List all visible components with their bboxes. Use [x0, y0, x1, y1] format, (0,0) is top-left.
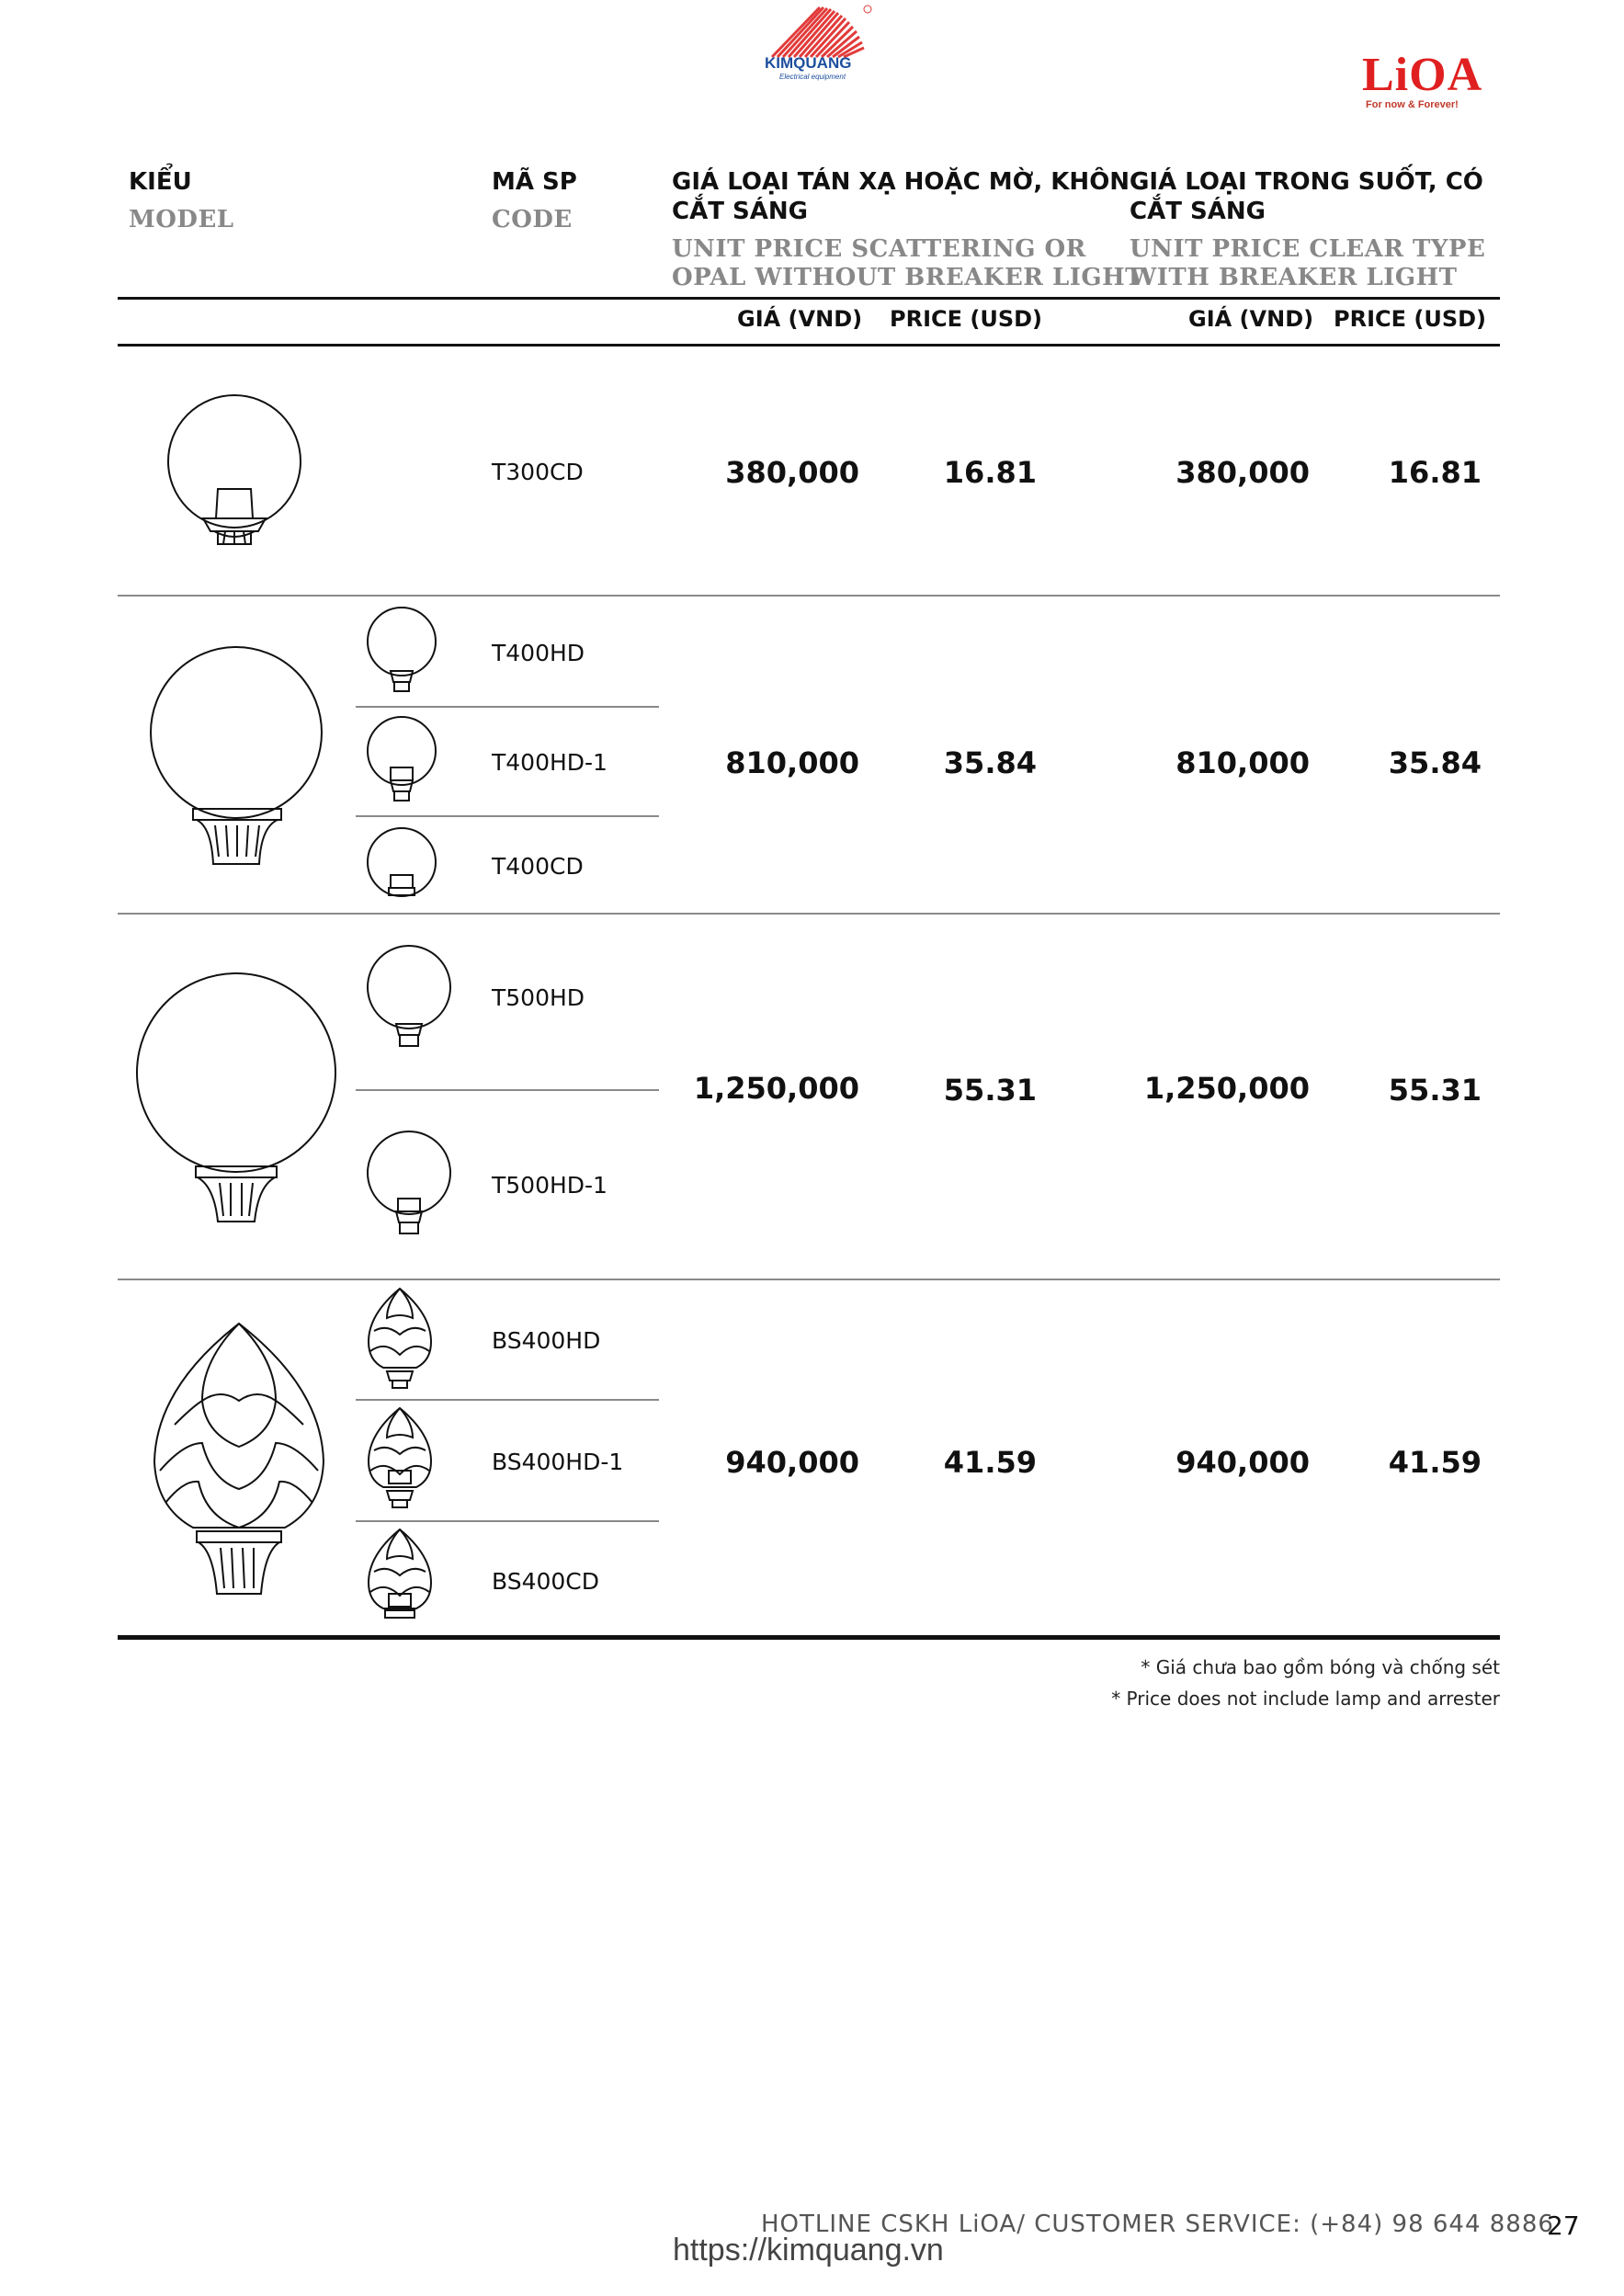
price-clear-vnd: 380,000	[1175, 455, 1310, 490]
lotus-lamp-bs400hd1-icon	[365, 1406, 435, 1511]
subrow-separator	[356, 1520, 659, 1522]
subrow-separator	[356, 1089, 659, 1091]
product-code: T500HD	[492, 984, 585, 1011]
price-clear-usd: 41.59	[1388, 1445, 1482, 1480]
lotus-lamp-bs400cd-icon	[365, 1528, 435, 1627]
row-separator	[118, 1279, 1500, 1280]
subheader-clear-usd: PRICE (USD)	[1334, 306, 1486, 332]
table-bottom-rule	[118, 1635, 1500, 1640]
globe-lamp-t400hd-icon	[365, 605, 438, 697]
header-opal-en-1: UNIT PRICE SCATTERING OR	[672, 235, 1086, 263]
product-code: T400HD-1	[492, 749, 608, 776]
product-code: BS400CD	[492, 1568, 600, 1595]
subrow-separator	[356, 706, 659, 708]
page-number: 27	[1547, 2211, 1580, 2241]
price-opal-vnd: 940,000	[725, 1445, 859, 1480]
header-opal-vi-1: GIÁ LOẠI TÁN XẠ HOẶC MỜ, KHÔNG	[672, 168, 1150, 196]
lioa-tagline: For now & Forever!	[1366, 99, 1459, 110]
subrow-separator	[356, 1399, 659, 1401]
globe-lamp-t400cd-icon	[365, 824, 438, 906]
product-code: T500HD-1	[492, 1172, 608, 1199]
price-opal-usd: 16.81	[943, 455, 1037, 490]
note-vi: * Giá chưa bao gồm bóng và chống sét	[1141, 1656, 1500, 1678]
header-clear-en-2: WITH BREAKER LIGHT	[1130, 264, 1458, 291]
lotus-lamp-bs400hd-icon	[365, 1287, 435, 1392]
product-code: T400HD	[492, 640, 585, 666]
price-opal-vnd: 1,250,000	[693, 1071, 859, 1106]
globe-lamp-t400hd1-icon	[365, 714, 438, 806]
price-opal-usd: 35.84	[943, 745, 1037, 780]
price-clear-vnd: 810,000	[1175, 745, 1310, 780]
globe-lamp-t500-illustration	[133, 970, 345, 1227]
price-clear-vnd: 1,250,000	[1143, 1071, 1310, 1106]
product-code: T400CD	[492, 853, 584, 880]
header-model-en: MODEL	[129, 206, 234, 233]
price-opal-usd: 55.31	[943, 1073, 1037, 1108]
price-clear-vnd: 940,000	[1175, 1445, 1310, 1480]
header-code-en: CODE	[492, 206, 573, 233]
subrow-separator	[356, 815, 659, 817]
header-rule-top	[118, 297, 1500, 300]
header-model-vi: KIỂU	[129, 168, 192, 196]
subheader-opal-usd: PRICE (USD)	[890, 306, 1042, 332]
globe-lamp-t500hd1-icon	[365, 1129, 453, 1237]
footer-website-link[interactable]: https://kimquang.vn	[673, 2233, 944, 2268]
header-clear-vi-2: CẮT SÁNG	[1130, 198, 1266, 225]
globe-lamp-t300-illustration	[161, 393, 308, 551]
header-opal-en-2: OPAL WITHOUT BREAKER LIGHT	[672, 264, 1144, 291]
price-opal-vnd: 810,000	[725, 745, 859, 780]
subheader-clear-vnd: GIÁ (VND)	[1188, 306, 1314, 332]
globe-lamp-t400-illustration	[147, 643, 331, 873]
header-code-vi: MÃ SP	[492, 168, 577, 196]
svg-text:Electrical equipment: Electrical equipment	[779, 73, 846, 81]
price-clear-usd: 16.81	[1388, 455, 1482, 490]
footer-hotline: HOTLINE CSKH LiOA/ CUSTOMER SERVICE: (+84) 98 644 8886	[761, 2211, 1554, 2238]
price-opal-vnd: 380,000	[725, 455, 859, 490]
header-clear-en-1: UNIT PRICE CLEAR TYPE	[1130, 235, 1486, 263]
price-opal-usd: 41.59	[943, 1445, 1037, 1480]
header-rule-bottom	[118, 344, 1500, 347]
kimquang-wordmark: KIMQUANG	[765, 54, 852, 72]
row-separator	[118, 913, 1500, 915]
kimquang-logo	[759, 0, 880, 83]
globe-lamp-t500hd-icon	[365, 943, 453, 1051]
note-en: * Price does not include lamp and arrester	[1111, 1688, 1500, 1710]
price-clear-usd: 35.84	[1388, 745, 1482, 780]
lioa-wordmark: LiOA	[1362, 49, 1483, 101]
header-clear-vi-1: GIÁ LOẠI TRONG SUỐT, CÓ	[1130, 168, 1483, 196]
lotus-lamp-bs400-illustration	[147, 1324, 331, 1599]
subheader-opal-vnd: GIÁ (VND)	[737, 306, 863, 332]
lioa-logo	[1362, 48, 1500, 114]
row-separator	[118, 595, 1500, 597]
product-code: T300CD	[492, 459, 584, 485]
product-code: BS400HD-1	[492, 1449, 624, 1475]
product-code: BS400HD	[492, 1327, 601, 1354]
header-opal-vi-2: CẮT SÁNG	[672, 198, 808, 225]
price-clear-usd: 55.31	[1388, 1073, 1482, 1108]
